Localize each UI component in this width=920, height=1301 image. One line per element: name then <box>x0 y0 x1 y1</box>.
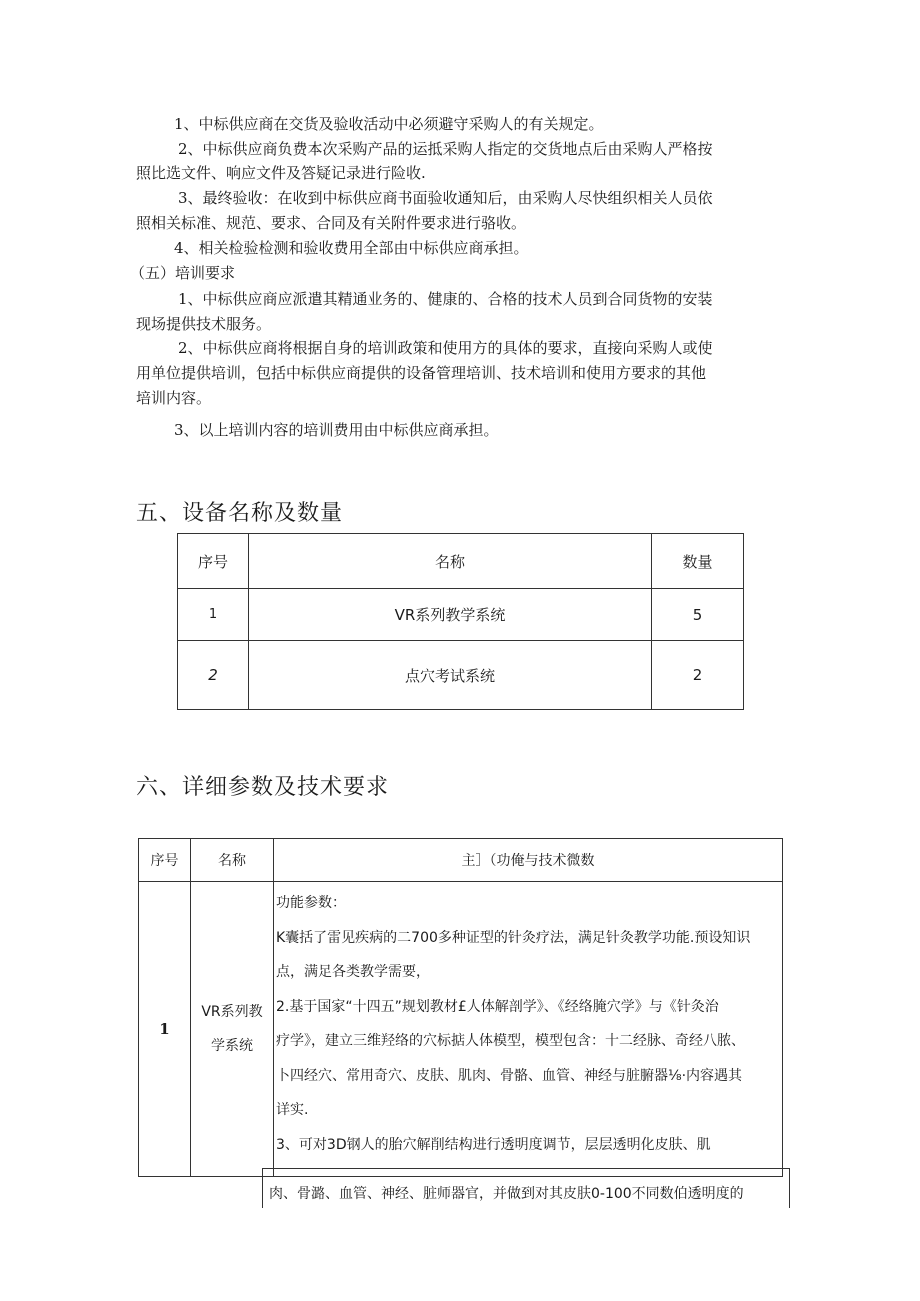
row-name <box>191 882 274 1177</box>
table-row <box>178 589 744 641</box>
acceptance-item-3-line-2: 照相关标准、规范、要求、合同及有关附件要求进行骆收。 <box>136 214 527 232</box>
equipment-table-header <box>178 534 744 589</box>
spec-overflow-line: 肉、骨潞、血管、神经、脏师器官，并做到对其皮肤0-100不同数伯透明度的 <box>262 1168 790 1208</box>
spec-line: 疗学》，建立三维羟络的穴标掂人体模型，模型包含：十二经脉、奇经八脓、 <box>276 1033 745 1049</box>
section-6-title: 六、详细参数及技术要求 <box>136 775 390 800</box>
spec-line: K囊括了雷见疾病的二700多种证型的针灸疗法，满足针灸教学功能.预设知识 <box>276 929 751 946</box>
header-name: 名称 <box>249 534 652 589</box>
training-item-3: 3、以上培训内容的培训费用由中标供应商承担。 <box>174 421 499 439</box>
spec-line: 详实. <box>276 1102 309 1118</box>
spec-line: 卜四经穴、常用奇穴、皮肤、肌肉、骨骼、血管、神经与脏腑器⅛·内容遇其 <box>276 1067 743 1084</box>
training-item-2-line-2: 用单位提供培训，包括中标供应商提供的设备管理培训、技术培训和使用方要求的其他 <box>136 364 707 382</box>
header-qty: 数量 <box>652 534 744 589</box>
table-row <box>139 882 783 1177</box>
acceptance-item-2-line-1: 2、中标供应商负费本次采购产品的运抵采购人指定的交货地点后由采购人严格按 <box>178 140 713 158</box>
equipment-table <box>177 533 744 710</box>
acceptance-item-2-line-2: 照比选文件、响应文件及答疑记录进行险收. <box>136 164 426 182</box>
row-qty: 2 <box>652 641 744 710</box>
row-name: VR系列教学系统 <box>249 589 652 641</box>
row-name: 点穴考试系统 <box>249 641 652 710</box>
row-name-line-2: 学系统 <box>211 1038 253 1054</box>
acceptance-item-3-line-1: 3、最终验收：在收到中标供应商书面验收通知后，由采购人尽快组织相关人员依 <box>178 189 713 207</box>
training-heading: （五）培训要求 <box>130 264 236 282</box>
row-no: 1 <box>139 882 191 1177</box>
training-item-1-line-1: 1、中标供应商应派遣其精通业务的、健康的、合格的技术人员到合同货物的安装 <box>178 290 713 308</box>
acceptance-item-4: 4、相关检验检测和验收费用全部由中标供应商承担。 <box>174 239 529 257</box>
header-no: 序号 <box>139 839 191 882</box>
row-spec <box>274 882 783 1177</box>
spec-line: 2.基于国家“十四五”规划教材£人体解剖学》、《经络腌穴学》与《针灸治 <box>276 998 719 1015</box>
spec-table-header <box>139 839 783 882</box>
row-no: 2 <box>178 641 249 710</box>
training-item-2-line-1: 2、中标供应商将根据自身的培训政策和使用方的具体的要求，直接向采购人或使 <box>178 339 713 357</box>
header-name: 名称 <box>191 839 274 882</box>
header-spec: 主］（功俺与技术微数 <box>274 839 783 882</box>
spec-table <box>138 838 783 1177</box>
spec-line: 功能参数： <box>276 895 346 911</box>
table-row <box>178 641 744 710</box>
row-no: 1 <box>178 589 249 641</box>
spec-line: 点，满足各类教学需要， <box>276 964 430 980</box>
acceptance-item-1: 1、中标供应商在交货及验收活动中必须避守采购人的有关规定。 <box>174 115 604 133</box>
training-item-2-line-3: 培训内容。 <box>136 389 212 407</box>
spec-line: 3、可对3D钢人的胎穴解削结构进行透明度调节，层层透明化皮肤、肌 <box>276 1136 711 1153</box>
section-5-title: 五、设备名称及数量 <box>136 501 344 526</box>
row-qty: 5 <box>652 589 744 641</box>
training-item-1-line-2: 现场提供技术服务。 <box>136 315 272 333</box>
row-name-line-1: VR系列教 <box>201 1004 263 1020</box>
header-no: 序号 <box>178 534 249 589</box>
